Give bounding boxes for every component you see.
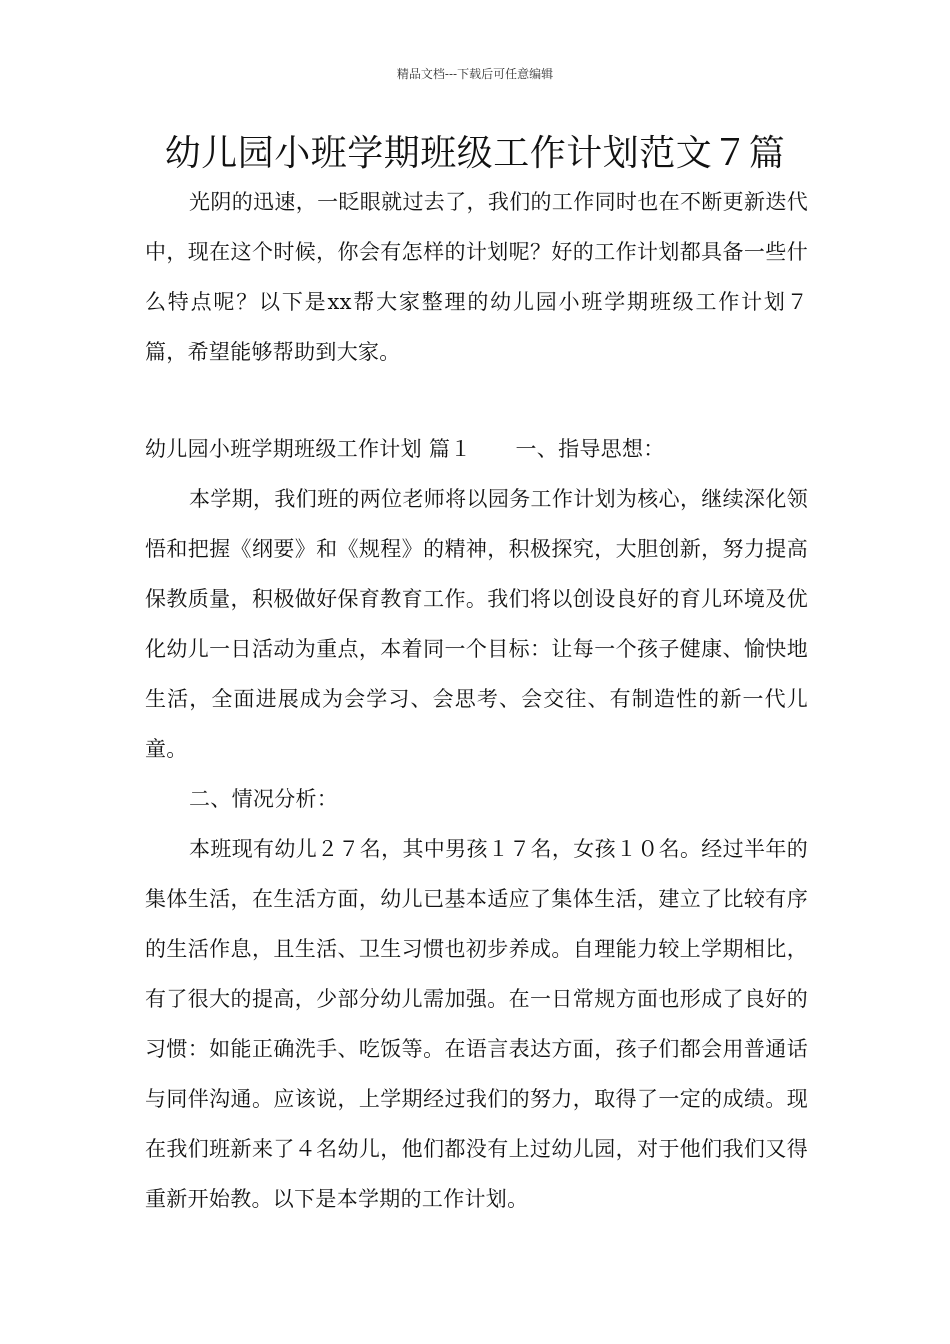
section-1-heading: 幼儿园小班学期班级工作计划 篇１ (145, 437, 472, 461)
header-note: 精品文档---下载后可任意编辑 (396, 67, 554, 81)
guiding-ideology-heading: 一、指导思想： (515, 437, 665, 461)
section-heading-line (145, 424, 808, 474)
situation-analysis-paragraph: 本班现有幼儿２７名，其中男孩１７名，女孩１０名。经过半年的集体生活，在生活方面，幼儿已基本适应了集体生活，建立了比较有序的生活作息，且生活、卫生习惯也初步养成。自理能力较上学期相比，有了很大的提高，少部分幼儿需加强。在一日常规方面也形成了良好的习惯：如能正确洗手、吃饭等。在语言表达方面，孩子们都会用普通话与同伴沟通。应该说，上学期经过我们的努力，取得了一定的成绩。现在我们班新来了４名幼儿，他们都没有上过幼儿园，对于他们我们又得重新开始教。以下是本学期的工作计划。 (145, 837, 808, 1211)
situation-analysis-heading: 二、情况分析： (189, 787, 339, 811)
document-title: 幼儿园小班学期班级工作计划范文７篇 (164, 133, 786, 174)
intro-paragraph: 光阴的迅速，一眨眼就过去了，我们的工作同时也在不断更新迭代中，现在这个时候，你会有怎样的计划呢？好的工作计划都具备一些什么特点呢？以下是xx帮大家整理的幼儿园小班学期班级工作计划７篇，希望能够帮助到大家。 (145, 190, 808, 364)
guiding-ideology-paragraph: 本学期，我们班的两位老师将以园务工作计划为核心，继续深化领悟和把握《纲要》和《规程》的精神，积极探究，大胆创新，努力提高保教质量，积极做好保育教育工作。我们将以创设良好的育儿环境及优化幼儿一日活动为重点，本着同一个目标：让每一个孩子健康、愉快地生活，全面进展成为会学习、会思考、会交往、有制造性的新一代儿童。 (145, 487, 808, 761)
